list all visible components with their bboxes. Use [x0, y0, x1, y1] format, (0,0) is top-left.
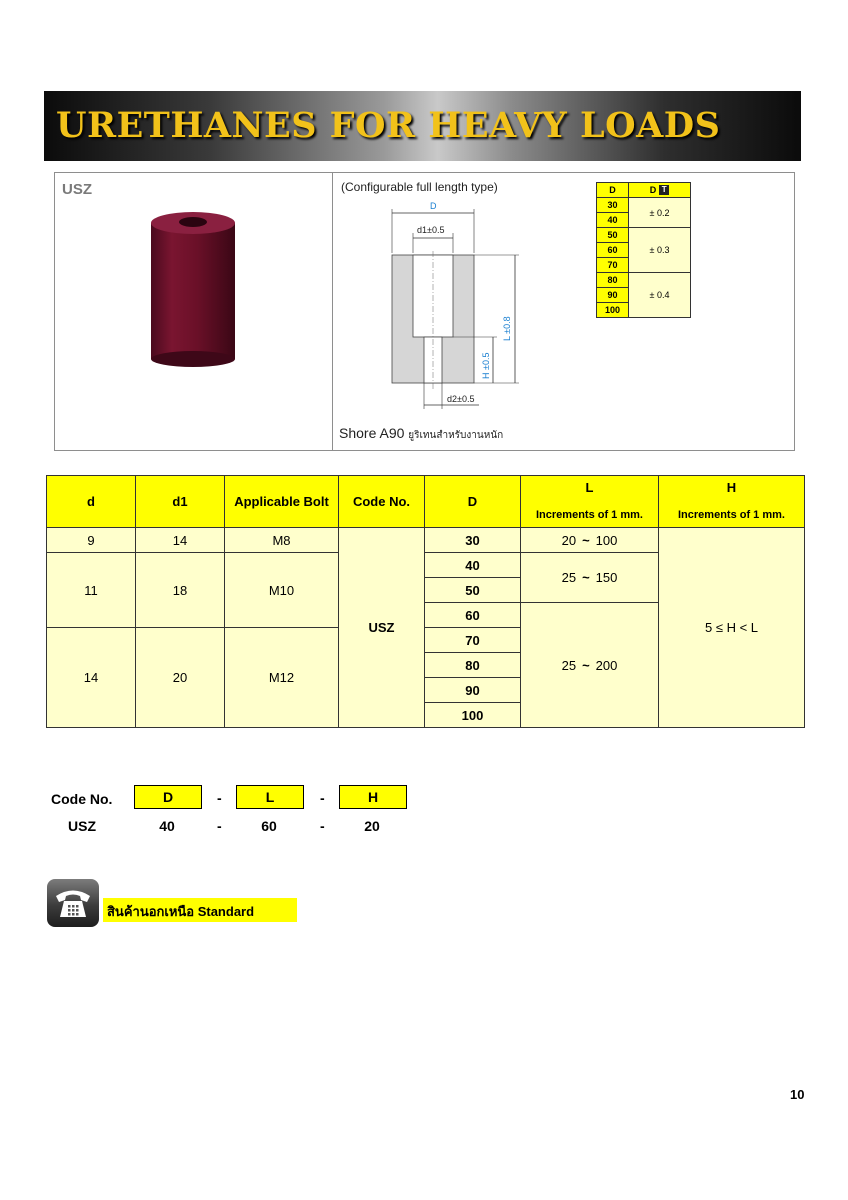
tol-d-value: 80	[597, 273, 629, 288]
shore-thai-note: ยูริเทนสำหรับงานหนัก	[408, 430, 504, 441]
cell-d: 11	[47, 553, 136, 628]
tol-value: ± 0.3	[629, 228, 691, 273]
tol-header-d: D	[597, 183, 629, 198]
tol-d-value: 100	[597, 303, 629, 318]
specification-table	[46, 475, 805, 728]
header-code-no: Code No.	[339, 476, 425, 528]
dim-D-label: D	[430, 201, 437, 211]
dim-H-label: H ±0.5	[481, 352, 491, 379]
tolerance-table	[596, 182, 691, 318]
example-D: 40	[159, 818, 175, 834]
cell-D: 90	[425, 678, 521, 703]
header-D: D	[425, 476, 521, 528]
page-number: 10	[790, 1087, 805, 1102]
cell-D: 40	[425, 553, 521, 578]
cell-L-range: 25 ~ 150	[521, 553, 659, 603]
tolerance-t-icon: T	[659, 185, 669, 195]
cell-code: USZ	[339, 528, 425, 728]
code-label: Code No.	[51, 791, 113, 807]
tol-d-value: 70	[597, 258, 629, 273]
header-d: d	[47, 476, 136, 528]
code-box-L: L	[236, 785, 304, 809]
telephone-icon	[47, 879, 99, 927]
tol-d-value: 30	[597, 198, 629, 213]
dim-d2-label: d2±0.5	[447, 394, 475, 404]
example-code: USZ	[68, 818, 96, 834]
cell-bolt: M8	[225, 528, 339, 553]
cell-D: 60	[425, 603, 521, 628]
tol-d-value: 50	[597, 228, 629, 243]
tol-d-value: 90	[597, 288, 629, 303]
product-panel	[54, 172, 795, 451]
code-dash: -	[217, 790, 222, 806]
example-H: 20	[364, 818, 380, 834]
code-box-H: H	[339, 785, 407, 809]
cell-D: 80	[425, 653, 521, 678]
diagram-title: (Configurable full length type)	[341, 180, 498, 194]
tol-value: ± 0.2	[629, 198, 691, 228]
cell-d: 14	[47, 628, 136, 728]
code-box-D: D	[134, 785, 202, 809]
code-dash: -	[320, 790, 325, 806]
cell-d: 9	[47, 528, 136, 553]
header-H-increments: Increments of 1 mm.	[678, 509, 785, 521]
cell-bolt: M12	[225, 628, 339, 728]
product-photo	[145, 209, 241, 369]
cell-d1: 18	[136, 553, 225, 628]
panel-divider	[332, 173, 333, 450]
telephone-glyph	[47, 879, 99, 927]
cell-D: 50	[425, 578, 521, 603]
cell-d1: 20	[136, 628, 225, 728]
cell-D: 30	[425, 528, 521, 553]
header-L: L Increments of 1 mm.	[521, 476, 659, 528]
cell-L-range: 25 ~ 200	[521, 603, 659, 728]
code-dash: -	[320, 818, 325, 834]
cell-D: 70	[425, 628, 521, 653]
header-applicable-bolt: Applicable Bolt	[225, 476, 339, 528]
tol-d-value: 60	[597, 243, 629, 258]
header-d1: d1	[136, 476, 225, 528]
cell-H-rule: 5 ≤ H < L	[659, 528, 805, 728]
dim-L-label: L ±0.8	[502, 316, 512, 341]
tol-d-value: 40	[597, 213, 629, 228]
cell-d1: 14	[136, 528, 225, 553]
header-H: H Increments of 1 mm.	[659, 476, 805, 528]
dimension-drawing	[337, 195, 577, 415]
page-title: URETHANES FOR HEAVY LOADS	[56, 105, 721, 146]
shore-label: Shore A90	[339, 425, 405, 441]
example-L: 60	[261, 818, 277, 834]
tol-value: ± 0.4	[629, 273, 691, 318]
title-banner	[44, 91, 801, 161]
product-code-label: USZ	[62, 181, 92, 198]
cell-bolt: M10	[225, 553, 339, 628]
dim-d1-label: d1±0.5	[417, 225, 445, 235]
header-L-increments: Increments of 1 mm.	[536, 509, 643, 521]
code-dash: -	[217, 818, 222, 834]
tol-header-tolerance: D T	[629, 183, 691, 198]
non-standard-note: สินค้านอกเหนือ Standard	[103, 898, 297, 922]
cell-L-range: 20 ~ 100	[521, 528, 659, 553]
cell-D: 100	[425, 703, 521, 728]
shore-hardness-note	[339, 425, 503, 443]
